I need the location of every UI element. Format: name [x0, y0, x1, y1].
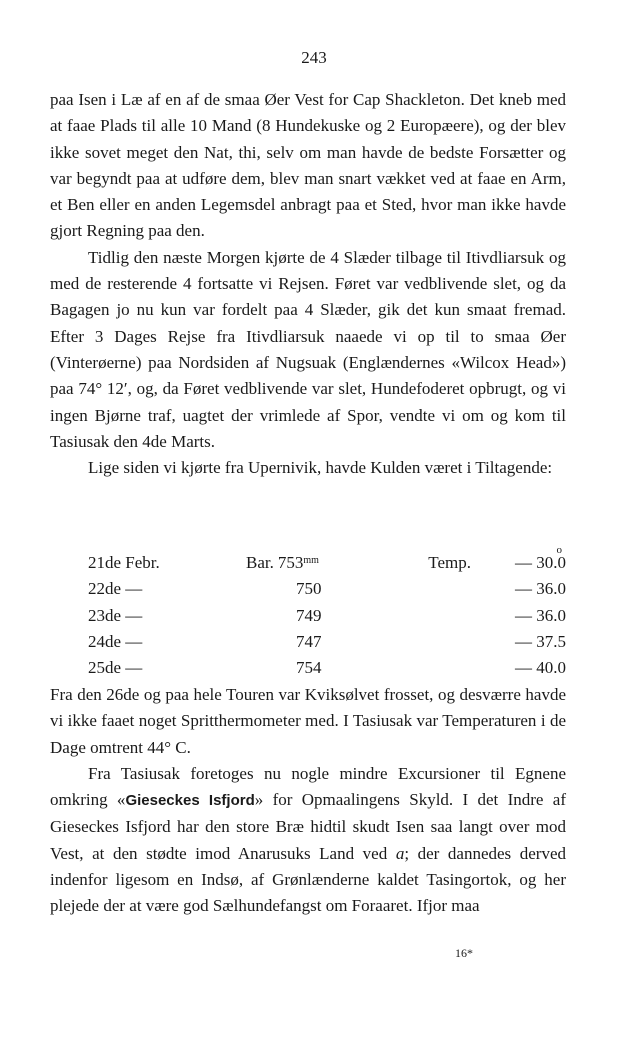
barometer-value: 749 [296, 605, 322, 625]
barometer-cell [246, 550, 376, 576]
signature-mark: 16* [455, 946, 473, 960]
temperature-cell [476, 544, 566, 576]
temperature-label: Temp. [428, 553, 471, 572]
barometer-label: Bar. [246, 553, 274, 572]
text-block-top [50, 87, 566, 481]
date-cell: 25de — [88, 658, 143, 678]
temperature-value: — 36.0 [515, 579, 566, 599]
date-cell: 23de — [88, 605, 143, 625]
table-row [88, 544, 566, 576]
temperature-table [88, 544, 566, 681]
date-cell: 24de — [88, 631, 143, 651]
paragraph: Fra den 26de og paa hele Touren var Kviksølvet frosset, og desværre havde vi ikke faaet noget Spritthermometer med. I Tasiusak var Temperaturen i de Dage omtrent 44° C. [50, 685, 566, 757]
degree-mark: o [556, 544, 562, 556]
italic-letter: a [395, 843, 405, 863]
barometer-unit: mm [303, 555, 319, 566]
table-row [88, 629, 566, 655]
temperature-value: — 36.0 [515, 605, 566, 625]
paragraph-text: » for Opmaalingens Skyld. I det Indre af Gieseckes Isfjord har den store Bræ hidtil skudt Isen saa langt over mod Vest, at den stødte imod Anarusuks Land ved [50, 790, 566, 863]
temperature-value: — 30.0 [515, 553, 566, 572]
table-row [88, 576, 566, 602]
table-row [88, 655, 566, 681]
paragraph [50, 761, 566, 920]
paragraph: paa Isen i Læ af en af de smaa Øer Vest for Cap Shackleton. Det kneb med at faae Plads til alle 10 Mand (8 Hundekuske og 2 Europæere), og der blev ikke sovet meget den Nat, thi, selv om man havde de bedste Forsætter og var begyndt paa at udføre dem, blev man snart vækket ved at faae en Arm, et Ben eller en anden Legemsdel anbragt paa et Sted, hvor man ikke havde gjort Regning paa den. [50, 90, 566, 241]
temperature-value: — 40.0 [515, 658, 566, 678]
barometer-value: 747 [296, 631, 322, 651]
date-cell: 21de Febr. [88, 553, 160, 572]
barometer-value: 754 [296, 658, 322, 678]
date-cell: 22de — [88, 579, 143, 599]
paragraph: Tidlig den næste Morgen kjørte de 4 Slæder tilbage til Itivdliarsuk og med de resterende 4 fortsatte vi Rejsen. Føret var vedblivende slet, og da Bagagen jo nu kun var fordelt paa 4 Slæder, gik det kun smaat fremad. Efter 3 Dages Rejse fra Itivdliarsuk naaede vi op til to smaa Øer (Vinterøerne) paa Nordsiden af Nugsuak (Englændernes «Wilcox Head») paa 74° 12′, og, da Føret vedblivende var slet, Hundefoderet opbrugt, og vi ingen Bjørne traf, uagtet der vrimlede af Spor, vendte vi om og kom til Tasiusak den 4de Marts. [50, 247, 566, 451]
paragraph: Lige siden vi kjørte fra Upernivik, havde Kulden været i Tiltagende: [88, 458, 553, 478]
page-number: 243 [301, 48, 327, 67]
barometer-value: 753 [277, 553, 304, 572]
paragraph-text: Fra Tasiusak foretoges nu nogle mindre Excursioner til Egnene omkring « [50, 763, 566, 810]
place-name-bold: Gieseckes Isfjord [125, 792, 255, 810]
table-row [88, 603, 566, 629]
text-block-bottom [50, 682, 566, 920]
temperature-value: — 37.5 [515, 631, 566, 651]
paragraph-text: ; der dannedes derved indenfor ligesom en Indsø, af Grønlænderne kaldet Tasingortok, og her plejede der at være god Sælhundefangst om Foraaret. Ifjor maa [50, 843, 566, 916]
barometer-value: 750 [296, 579, 322, 599]
